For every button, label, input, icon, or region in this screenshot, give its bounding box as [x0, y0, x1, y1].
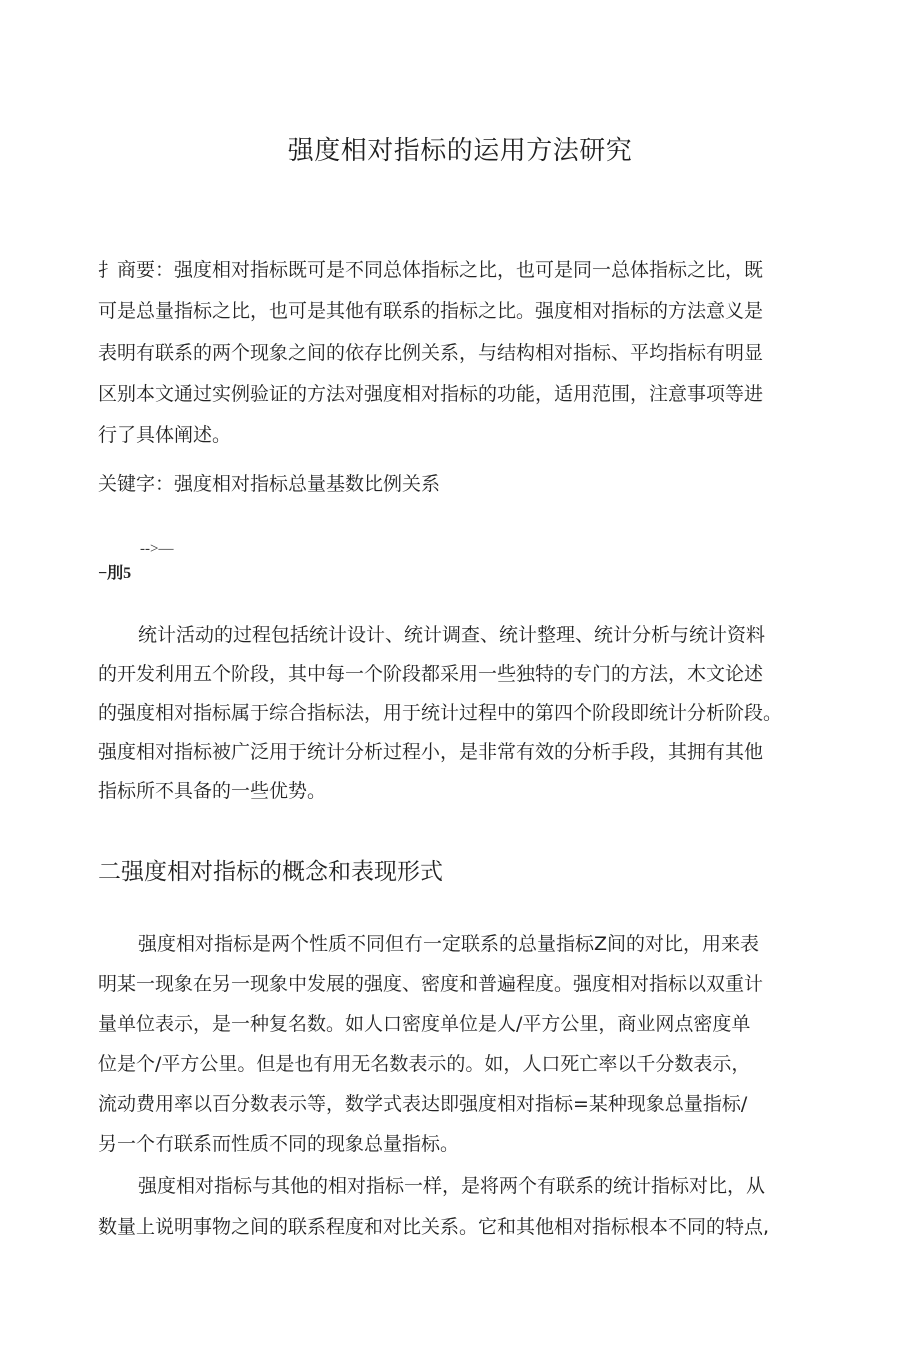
abstract-line: 扌商要：强度相对指标既可是不同总体指标之比，也可是同一总体指标之比，既 [98, 259, 764, 281]
paragraph-line: 明某一现象在另一现象中发展的强度、密度和普遍程度。强度相对指标以双重计 [98, 973, 764, 995]
intro-line: 指标所不具备的一些优势。 [98, 780, 327, 802]
paragraph-line: 强度相对指标是两个性质不同但冇一定联系的总量指标Z间的对比，用来表 [138, 933, 760, 955]
abstract-line: 表明有联系的两个现象之间的依存比例关系，与结构相对指标、平均指标有明显 [98, 342, 764, 364]
intro-line: 强度相对指标被广泛用于统计分析过程小，是非常有效的分析手段，其拥有其他 [98, 741, 764, 763]
intro-line: 的强度相对指标属于综合指标法，用于统计过程中的第四个阶段即统计分析阶段。 [98, 702, 783, 724]
intro-line: 的开发利用五个阶段，其中每一个阶段都采用一些独特的专门的方法，木文论述 [98, 663, 764, 685]
paragraph-line: 流动费用率以百分数表示等，数学式表达即强度相对指标=某种现象总量指标/ [98, 1093, 748, 1115]
page-title: 强度相对指标的运用方法研究 [287, 136, 633, 166]
keywords: 关键字：强度相对指标总量基数比例关系 [98, 473, 441, 495]
paragraph-line: 位是个/平方公里。但是也有用无名数表示的。如，人口死亡率以千分数表示， [98, 1053, 751, 1075]
section-heading: 二强度相对指标的概念和表现形式 [98, 859, 443, 885]
abstract-line: 可是总量指标之比，也可是其他有联系的指标之比。强度相对指标的方法意义是 [98, 300, 764, 322]
abstract-line: 行了具体阐述。 [98, 424, 232, 446]
paragraph-line: 数量上说明事物之间的联系程度和对比关系。它和其他相对指标根本不同的特点, [98, 1216, 770, 1238]
paragraph-line: 强度相对指标与其他的相对指标一样，是将两个有联系的统计指标对比，从 [138, 1175, 766, 1197]
arrow-marker: -->— [140, 541, 174, 557]
paragraph-line: 另一个冇联系而性质不同的现象总量指标。 [98, 1133, 460, 1155]
abstract-line: 区别本文通过实例验证的方法对强度相对指标的功能，适用范围，注意事项等进 [98, 383, 764, 405]
paragraph-line: 量单位表示，是一种复名数。如人口密度单位是人/平方公里，商业网点密度单 [98, 1013, 751, 1035]
section-marker: −刖5 [98, 565, 132, 582]
intro-line: 统计活动的过程包括统计设计、统计调查、统计整理、统计分析与统计资料 [138, 624, 766, 646]
